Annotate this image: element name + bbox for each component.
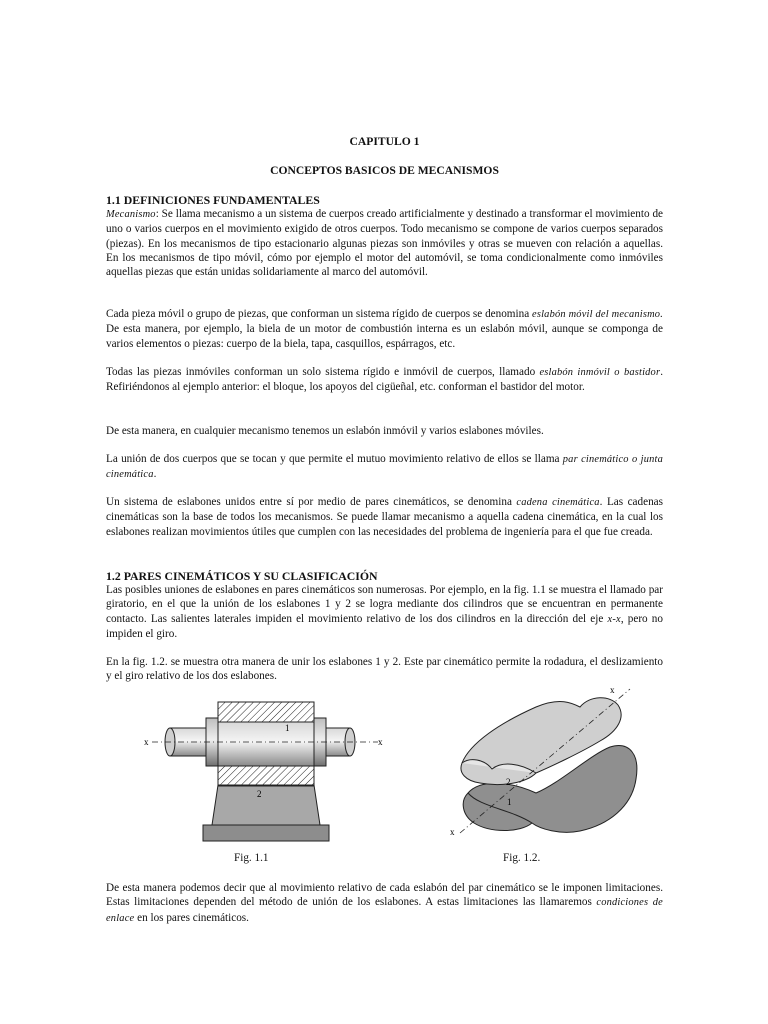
fig1-label-x-left: x [144, 737, 149, 747]
bearing-top-hatch [218, 702, 314, 722]
paragraph-text: , pero no impiden el giro. [106, 612, 663, 640]
paragraph-mecanismo [106, 207, 663, 279]
fig2-label-x-bottom: x [450, 827, 455, 837]
paragraph-text: . Refiriéndonos al ejemplo anterior: el bloque, los apoyos del cigüeñal, etc. conforman el bastidor del motor. [106, 366, 663, 394]
term-eslabon-movil: eslabón móvil del mecanismo. [532, 309, 664, 320]
term-par-cinematico: par cinemático o junta cinemática [106, 454, 663, 481]
term-mecanismo: Mecanismo [106, 209, 156, 220]
paragraph-text: . Las cadenas cinemáticas son la base de todos los mecanismos. Se puede llamar mecanismo a aquella cadena cinemática, en la cual los eslabones realizan movimientos útiles que cumplen con las necesidades del problema de ingeniería para el que fue creada. [106, 496, 663, 538]
paragraph-cadena-cinematica [106, 495, 663, 539]
paragraph-text: De esta manera podemos decir que al movimiento relativo de cada eslabón del par cinemático se le imponen limitaciones. Estas limitaciones dependen del método de unión de los eslabones. A estas limitaciones las llamaremos [106, 882, 663, 909]
fig-1-2-caption: Fig. 1.2. [503, 852, 541, 864]
paragraph-text: La unión de dos cuerpos que se tocan y que permite el mutuo movimiento relativo de ellos se llama [106, 453, 563, 465]
fig-1-2-higher-pair-drawing [440, 683, 650, 843]
paragraph-par-giratorio [106, 583, 663, 641]
section-heading-1-1: 1.1 DEFINICIONES FUNDAMENTALES [106, 193, 320, 207]
paragraph-text: en los pares cinemáticos. [134, 911, 249, 924]
paragraph-bastidor [106, 365, 663, 395]
section-heading-1-2: 1.2 PARES CINEMÁTICOS Y SU CLASIFICACIÓN [106, 569, 378, 583]
paragraph-text: De esta manera, por ejemplo, la biela de un motor de combustión interna es un eslabón móvil, aunque se componga de varios elementos o piezas: cuerpo de la biela, tapa, casquillos, espárragos, etc. [106, 323, 663, 350]
pedestal [212, 785, 320, 825]
term-bastidor: eslabón inmóvil o bastidor [539, 367, 661, 378]
base-plate [203, 825, 329, 841]
paragraph-eslabon-movil [106, 307, 663, 351]
fig1-label-1: 1 [285, 723, 290, 733]
fig2-label-1: 1 [507, 797, 512, 807]
paragraph-text: Las posibles uniones de eslabones en pares cinemáticos son numerosas. Por ejemplo, en la fig. 1.1 se muestra el llamado par giratorio, en el que la unión de los eslabones 1 y 2 se logra mediante dos cilindros que se encuentran en permanente contacto. Las salientes laterales impiden el movimiento relativo de los dos cilindros en la dirección del eje [106, 584, 663, 625]
fig1-label-x-right: x [378, 737, 383, 747]
fig-1-1-revolute-pair-drawing [138, 690, 388, 845]
paragraph-eslabon-inmovil: De esta manera, en cualquier mecanismo tenemos un eslabón inmóvil y varios eslabones móviles. [106, 425, 544, 437]
paragraph-fig-1-2: En la fig. 1.2. se muestra otra manera de unir los eslabones 1 y 2. Este par cinemático permite la rodadura, el deslizamiento y el giro relativo de los dos eslabones. [106, 656, 663, 683]
fig1-label-2: 2 [257, 789, 262, 799]
paragraph-par-cinematico [106, 452, 663, 483]
chapter-heading: CAPITULO 1 [349, 135, 420, 148]
fig2-label-x-top: x [610, 685, 615, 695]
term-condiciones-enlace: condiciones de enlace [106, 897, 663, 924]
paragraph-text: . [153, 468, 157, 481]
fig-1-1-caption: Fig. 1.1 [234, 852, 269, 864]
paragraph-text: Todas las piezas inmóviles conforman un solo sistema rígido e inmóvil de cuerpos, llamado [106, 366, 540, 378]
paragraph-text: : Se llama mecanismo a un sistema de cuerpos creado artificialmente y destinado a transformar el movimiento de uno o varios cuerpos en el movimiento exigido de otros cuerpos. Todo mecanismo se compone de varios cuerpos separados (piezas). En los mecanismos de tipo estacionario algunas piezas son inmóviles y otras se mueven con relación a aquellas. En los mecanismos de tipo móvil, cómo por ejemplo el motor del automóvil, se toma condicionalmente como inmóviles aquellas piezas que están unidas solidariamente al marco del automóvil. [106, 208, 663, 279]
chapter-title: CONCEPTOS BASICOS DE MECANISMOS [270, 164, 499, 177]
paragraph-text: Un sistema de eslabones unidos entre sí por medio de pares cinemáticos, se denomina [106, 496, 517, 508]
bearing-bottom-hatch [218, 766, 314, 786]
fig2-label-2: 2 [506, 777, 511, 787]
paragraph-condiciones-enlace [106, 881, 663, 926]
term-eje-x: x-x [607, 613, 621, 625]
paragraph-text: Cada pieza móvil o grupo de piezas, que conforman un sistema rígido de cuerpos se denomina [106, 308, 533, 320]
term-cadena-cinematica: cadena cinemática [516, 497, 600, 508]
